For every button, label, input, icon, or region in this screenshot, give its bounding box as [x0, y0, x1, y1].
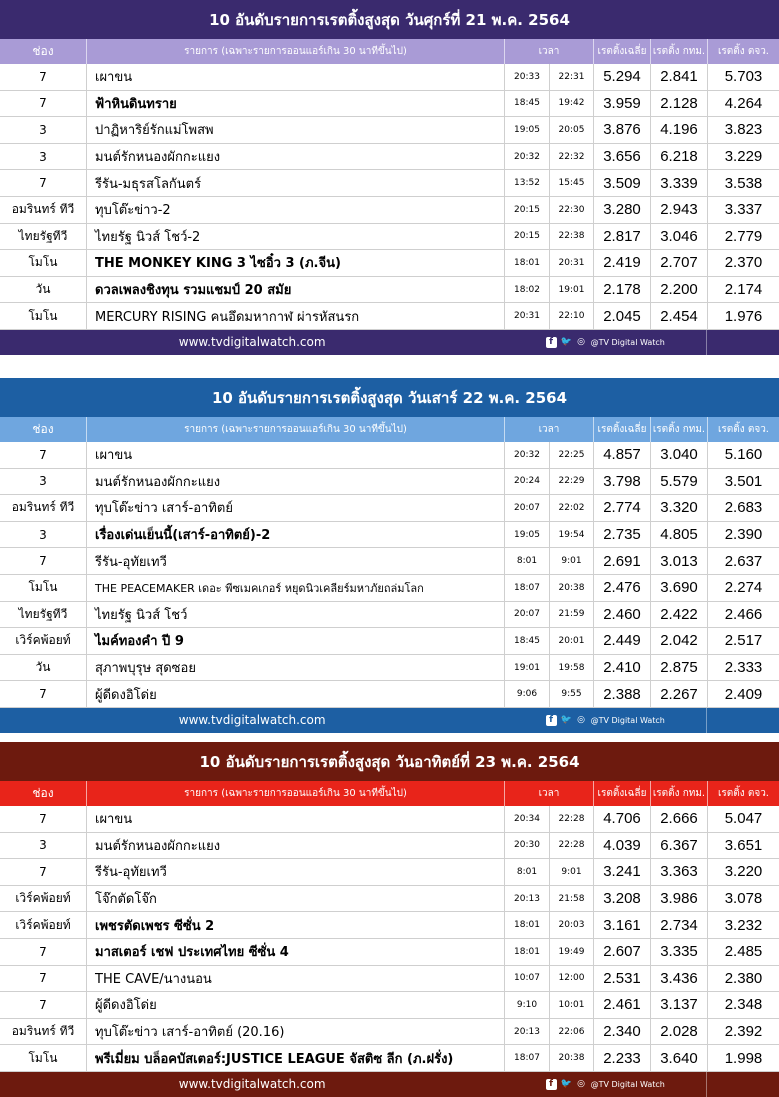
end-time-cell: 9:01	[550, 859, 594, 885]
program-cell: มนต์รักหนองผักกะแยง	[87, 833, 505, 859]
rating-avg-cell: 3.208	[594, 886, 651, 912]
channel-cell: โมโน	[0, 303, 87, 329]
table-row	[0, 628, 779, 655]
header-avg: เรตติ้งเฉลี่ย	[594, 417, 651, 442]
rating-upc-cell: 3.220	[724, 863, 763, 881]
rating-bkk-cell: 2.734	[651, 912, 708, 938]
end-time-cell: 22:30	[550, 197, 594, 223]
program-cell: เผาขน	[87, 806, 505, 832]
channel-cell: 3	[0, 833, 87, 859]
rating-upc-cell: 3.337	[724, 201, 763, 219]
start-time-cell: 8:01	[505, 548, 550, 574]
footer-spacer	[706, 708, 779, 733]
rating-bkk-cell: 3.046	[651, 224, 708, 250]
end-time-cell: 20:03	[550, 912, 594, 938]
channel-cell: เวิร์คพ้อยท์	[0, 912, 87, 938]
rating-bkk-cell: 3.013	[651, 548, 708, 574]
rating-avg-cell: 3.876	[594, 117, 651, 143]
rating-upc-cell: 2.779	[724, 227, 763, 245]
rating-avg-cell: 2.461	[594, 992, 651, 1018]
table-row	[0, 197, 779, 224]
rating-upc-cell: 1.976	[724, 307, 763, 325]
channel-cell: 3	[0, 144, 87, 170]
program-cell: ผู้ดีดงอิโด่ย	[87, 992, 505, 1018]
start-time-cell: 20:34	[505, 806, 550, 832]
rating-bkk-cell: 2.267	[651, 681, 708, 707]
channel-cell: 3	[0, 117, 87, 143]
start-time-cell: 20:13	[505, 886, 550, 912]
ratings-panel-sunday	[0, 742, 779, 1097]
rating-upc-cell: 2.637	[724, 552, 763, 570]
end-time-cell: 19:01	[550, 277, 594, 303]
table-row	[0, 575, 779, 602]
program-cell: มนต์รักหนองผักกะแยง	[87, 469, 505, 495]
end-time-cell: 22:28	[550, 806, 594, 832]
social-links	[504, 708, 706, 733]
end-time-cell: 10:01	[550, 992, 594, 1018]
table-row	[0, 303, 779, 330]
rating-avg-cell: 4.857	[594, 442, 651, 468]
program-cell: โจ๊กตัดโจ๊ก	[87, 886, 505, 912]
social-handle: @TV Digital Watch	[590, 715, 665, 725]
twitter-icon[interactable]: 🐦	[560, 715, 572, 726]
rating-bkk-cell: 3.640	[651, 1045, 708, 1071]
header-time: เวลา	[505, 39, 594, 64]
table-row	[0, 117, 779, 144]
rating-upc-cell: 2.348	[724, 996, 763, 1014]
rating-bkk-cell: 4.805	[651, 522, 708, 548]
header-bkk: เรตติ้ง กทม.	[651, 39, 708, 64]
start-time-cell: 19:05	[505, 117, 550, 143]
start-time-cell: 19:05	[505, 522, 550, 548]
program-cell: ไทยรัฐ นิวส์ โชว์	[87, 602, 505, 628]
rating-avg-cell: 2.460	[594, 602, 651, 628]
header-bkk: เรตติ้ง กทม.	[651, 417, 708, 442]
header-program: รายการ (เฉพาะรายการออนแอร์เกิน 30 นาทีขึ้นไป)	[87, 781, 505, 806]
table-row	[0, 602, 779, 629]
channel-cell: ไทยรัฐทีวี	[0, 602, 87, 628]
end-time-cell: 20:38	[550, 575, 594, 601]
rating-upc-cell: 2.517	[724, 632, 763, 650]
rating-avg-cell: 5.294	[594, 64, 651, 90]
start-time-cell: 19:01	[505, 655, 550, 681]
rating-avg-cell: 2.410	[594, 655, 651, 681]
table-row	[0, 522, 779, 549]
header-channel: ช่อง	[0, 781, 87, 806]
table-row	[0, 64, 779, 91]
table-row	[0, 548, 779, 575]
rating-upc-cell: 3.229	[724, 148, 763, 166]
start-time-cell: 20:32	[505, 442, 550, 468]
rating-avg-cell: 3.280	[594, 197, 651, 223]
rating-upc-cell: 4.264	[724, 94, 763, 112]
table-row	[0, 91, 779, 118]
instagram-icon[interactable]: ◎	[577, 337, 585, 348]
rating-bkk-cell: 4.196	[651, 117, 708, 143]
rating-bkk-cell: 2.875	[651, 655, 708, 681]
end-time-cell: 22:31	[550, 64, 594, 90]
program-cell: ผู้ดีดงอิโด่ย	[87, 681, 505, 707]
header-avg: เรตติ้งเฉลี่ย	[594, 781, 651, 806]
end-time-cell: 20:05	[550, 117, 594, 143]
rating-bkk-cell: 2.841	[651, 64, 708, 90]
start-time-cell: 9:06	[505, 681, 550, 707]
table-row	[0, 939, 779, 966]
start-time-cell: 13:52	[505, 170, 550, 196]
rating-bkk-cell: 6.367	[651, 833, 708, 859]
rating-avg-cell: 2.607	[594, 939, 651, 965]
start-time-cell: 20:30	[505, 833, 550, 859]
table-header	[0, 781, 779, 806]
end-time-cell: 21:59	[550, 602, 594, 628]
rating-bkk-cell: 2.943	[651, 197, 708, 223]
header-bkk: เรตติ้ง กทม.	[651, 781, 708, 806]
header-avg: เรตติ้งเฉลี่ย	[594, 39, 651, 64]
program-cell: เพชรตัดเพชร ซีซั่น 2	[87, 912, 505, 938]
program-cell: THE MONKEY KING 3 ไซอิ๋ว 3 (ภ.จีน)	[87, 250, 505, 276]
rating-upc-cell: 2.409	[724, 685, 763, 703]
end-time-cell: 12:00	[550, 966, 594, 992]
end-time-cell: 20:31	[550, 250, 594, 276]
rating-bkk-cell: 6.218	[651, 144, 708, 170]
rating-avg-cell: 3.798	[594, 469, 651, 495]
twitter-icon[interactable]: 🐦	[560, 337, 572, 348]
ratings-panel-saturday	[0, 378, 779, 733]
table-row	[0, 250, 779, 277]
program-cell: ปาฏิหาริย์รักแม่โพสพ	[87, 117, 505, 143]
table-body	[0, 64, 779, 330]
program-cell: สุภาพบุรุษ สุดซอย	[87, 655, 505, 681]
start-time-cell: 18:45	[505, 91, 550, 117]
channel-cell: วัน	[0, 277, 87, 303]
panel-footer	[0, 708, 779, 733]
end-time-cell: 22:25	[550, 442, 594, 468]
rating-upc-cell: 2.380	[724, 969, 763, 987]
program-cell: พรีเมี่ยม บล็อคบัสเตอร์:JUSTICE LEAGUE จัสติซ ลีก (ภ.ฝรั่ง)	[87, 1045, 505, 1071]
rating-avg-cell: 4.039	[594, 833, 651, 859]
channel-cell: 7	[0, 966, 87, 992]
channel-cell: โมโน	[0, 250, 87, 276]
panel-title: 10 อันดับรายการเรตติ้งสูงสุด วันเสาร์ 22 พ.ค. 2564	[0, 378, 779, 417]
end-time-cell: 22:02	[550, 495, 594, 521]
rating-upc-cell: 3.538	[724, 174, 763, 192]
panel-title: 10 อันดับรายการเรตติ้งสูงสุด วันศุกร์ที่ 21 พ.ค. 2564	[0, 0, 779, 39]
table-body	[0, 442, 779, 708]
website-link[interactable]: www.tvdigitalwatch.com	[178, 335, 326, 350]
start-time-cell: 10:07	[505, 966, 550, 992]
start-time-cell: 20:32	[505, 144, 550, 170]
channel-cell: วัน	[0, 655, 87, 681]
table-row	[0, 224, 779, 251]
facebook-icon[interactable]: f	[546, 1079, 557, 1090]
table-row	[0, 966, 779, 993]
start-time-cell: 20:33	[505, 64, 550, 90]
rating-upc-cell: 3.501	[724, 472, 763, 490]
twitter-icon[interactable]: 🐦	[560, 1079, 572, 1090]
end-time-cell: 22:28	[550, 833, 594, 859]
header-time: เวลา	[505, 417, 594, 442]
channel-cell: โมโน	[0, 1045, 87, 1071]
table-row	[0, 144, 779, 171]
rating-upc-cell: 2.333	[724, 659, 763, 677]
rating-upc-cell: 2.274	[724, 579, 763, 597]
rating-upc-cell: 5.160	[724, 446, 763, 464]
start-time-cell: 20:07	[505, 602, 550, 628]
rating-avg-cell: 3.959	[594, 91, 651, 117]
table-row	[0, 495, 779, 522]
channel-cell: 3	[0, 522, 87, 548]
social-handle: @TV Digital Watch	[590, 1079, 665, 1089]
rating-avg-cell: 2.476	[594, 575, 651, 601]
program-cell: ทุบโต๊ะข่าว เสาร์-อาทิตย์	[87, 495, 505, 521]
rating-avg-cell: 3.656	[594, 144, 651, 170]
rating-upc-cell: 2.485	[724, 943, 763, 961]
end-time-cell: 22:10	[550, 303, 594, 329]
table-row	[0, 170, 779, 197]
table-row	[0, 1019, 779, 1046]
channel-cell: 3	[0, 469, 87, 495]
channel-cell: 7	[0, 681, 87, 707]
start-time-cell: 20:13	[505, 1019, 550, 1045]
rating-bkk-cell: 3.363	[651, 859, 708, 885]
rating-upc-cell: 5.703	[724, 68, 763, 86]
channel-cell: เวิร์คพ้อยท์	[0, 886, 87, 912]
table-row	[0, 912, 779, 939]
program-cell: THE PEACEMAKER เดอะ พีซเมคเกอร์ หยุดนิวเคลียร์มหาภัยถล่มโลก	[87, 575, 505, 601]
end-time-cell: 19:49	[550, 939, 594, 965]
start-time-cell: 18:01	[505, 250, 550, 276]
rating-bkk-cell: 2.454	[651, 303, 708, 329]
rating-bkk-cell: 2.422	[651, 602, 708, 628]
start-time-cell: 20:31	[505, 303, 550, 329]
header-channel: ช่อง	[0, 417, 87, 442]
social-handle: @TV Digital Watch	[590, 337, 665, 347]
rating-bkk-cell: 3.986	[651, 886, 708, 912]
footer-spacer	[706, 1072, 779, 1097]
channel-cell: อมรินทร์ ทีวี	[0, 197, 87, 223]
rating-avg-cell: 2.233	[594, 1045, 651, 1071]
end-time-cell: 19:42	[550, 91, 594, 117]
table-header	[0, 417, 779, 442]
rating-upc-cell: 2.390	[724, 526, 763, 544]
rating-avg-cell: 2.691	[594, 548, 651, 574]
rating-avg-cell: 2.449	[594, 628, 651, 654]
program-cell: รีรัน-อุทัยเทวี	[87, 548, 505, 574]
channel-cell: 7	[0, 939, 87, 965]
start-time-cell: 18:01	[505, 939, 550, 965]
channel-cell: อมรินทร์ ทีวี	[0, 1019, 87, 1045]
program-cell: ดวลเพลงชิงทุน รวมแชมป์ 20 สมัย	[87, 277, 505, 303]
header-program: รายการ (เฉพาะรายการออนแอร์เกิน 30 นาทีขึ้นไป)	[87, 39, 505, 64]
rating-bkk-cell: 2.200	[651, 277, 708, 303]
rating-bkk-cell: 2.707	[651, 250, 708, 276]
table-row	[0, 992, 779, 1019]
rating-avg-cell: 4.706	[594, 806, 651, 832]
end-time-cell: 22:32	[550, 144, 594, 170]
table-row	[0, 859, 779, 886]
table-row	[0, 277, 779, 304]
rating-bkk-cell: 3.436	[651, 966, 708, 992]
rating-upc-cell: 3.232	[724, 916, 763, 934]
panel-footer	[0, 330, 779, 355]
table-body	[0, 806, 779, 1072]
header-channel: ช่อง	[0, 39, 87, 64]
table-row	[0, 442, 779, 469]
program-cell: เผาขน	[87, 64, 505, 90]
rating-avg-cell: 3.509	[594, 170, 651, 196]
start-time-cell: 9:10	[505, 992, 550, 1018]
panel-footer	[0, 1072, 779, 1097]
program-cell: ทุบโต๊ะข่าว เสาร์-อาทิตย์ (20.16)	[87, 1019, 505, 1045]
header-upc: เรตติ้ง ตจว.	[718, 788, 769, 799]
social-links	[504, 1072, 706, 1097]
end-time-cell: 21:58	[550, 886, 594, 912]
start-time-cell: 20:15	[505, 224, 550, 250]
instagram-icon[interactable]: ◎	[577, 715, 585, 726]
facebook-icon[interactable]: f	[546, 337, 557, 348]
channel-cell: 7	[0, 64, 87, 90]
rating-upc-cell: 5.047	[724, 810, 763, 828]
rating-avg-cell: 2.774	[594, 495, 651, 521]
start-time-cell: 18:07	[505, 1045, 550, 1071]
panel-title: 10 อันดับรายการเรตติ้งสูงสุด วันอาทิตย์ที่ 23 พ.ค. 2564	[0, 742, 779, 781]
website-link[interactable]: www.tvdigitalwatch.com	[178, 1077, 326, 1092]
rating-upc-cell: 3.651	[724, 836, 763, 854]
channel-cell: โมโน	[0, 575, 87, 601]
rating-bkk-cell: 5.579	[651, 469, 708, 495]
program-cell: MERCURY RISING คนอึดมหากาฬ ผ่ารหัสนรก	[87, 303, 505, 329]
start-time-cell: 18:02	[505, 277, 550, 303]
rating-upc-cell: 3.078	[724, 890, 763, 908]
facebook-icon[interactable]: f	[546, 715, 557, 726]
end-time-cell: 22:38	[550, 224, 594, 250]
start-time-cell: 20:24	[505, 469, 550, 495]
header-time: เวลา	[505, 781, 594, 806]
start-time-cell: 18:45	[505, 628, 550, 654]
table-row	[0, 806, 779, 833]
rating-upc-cell: 2.683	[724, 499, 763, 517]
rating-bkk-cell: 3.335	[651, 939, 708, 965]
channel-cell: เวิร์คพ้อยท์	[0, 628, 87, 654]
end-time-cell: 19:54	[550, 522, 594, 548]
program-cell: มนต์รักหนองผักกะแยง	[87, 144, 505, 170]
end-time-cell: 9:55	[550, 681, 594, 707]
rating-upc-cell: 2.370	[724, 254, 763, 272]
rating-upc-cell: 1.998	[724, 1049, 763, 1067]
program-cell: เผาขน	[87, 442, 505, 468]
end-time-cell: 9:01	[550, 548, 594, 574]
instagram-icon[interactable]: ◎	[577, 1079, 585, 1090]
rating-bkk-cell: 3.690	[651, 575, 708, 601]
rating-bkk-cell: 2.028	[651, 1019, 708, 1045]
start-time-cell: 20:07	[505, 495, 550, 521]
rating-bkk-cell: 3.320	[651, 495, 708, 521]
table-row	[0, 1045, 779, 1072]
program-cell: รีรัน-อุทัยเทวี	[87, 859, 505, 885]
table-row	[0, 681, 779, 708]
channel-cell: 7	[0, 442, 87, 468]
table-row	[0, 886, 779, 913]
program-cell: เรื่องเด่นเย็นนี้(เสาร์-อาทิตย์)-2	[87, 522, 505, 548]
channel-cell: 7	[0, 548, 87, 574]
table-row	[0, 655, 779, 682]
rating-avg-cell: 2.419	[594, 250, 651, 276]
start-time-cell: 18:07	[505, 575, 550, 601]
rating-bkk-cell: 3.339	[651, 170, 708, 196]
program-cell: รีรัน-มธุรสโลกันตร์	[87, 170, 505, 196]
rating-avg-cell: 2.735	[594, 522, 651, 548]
program-cell: ฟ้าหินดินทราย	[87, 91, 505, 117]
end-time-cell: 22:29	[550, 469, 594, 495]
program-cell: ไมค์ทองคำ ปี 9	[87, 628, 505, 654]
channel-cell: 7	[0, 806, 87, 832]
rating-bkk-cell: 2.666	[651, 806, 708, 832]
program-cell: THE CAVE/นางนอน	[87, 966, 505, 992]
rating-avg-cell: 3.161	[594, 912, 651, 938]
rating-avg-cell: 2.817	[594, 224, 651, 250]
footer-spacer	[706, 330, 779, 355]
rating-bkk-cell: 2.042	[651, 628, 708, 654]
start-time-cell: 18:01	[505, 912, 550, 938]
rating-avg-cell: 2.531	[594, 966, 651, 992]
channel-cell: 7	[0, 91, 87, 117]
rating-avg-cell: 2.045	[594, 303, 651, 329]
start-time-cell: 20:15	[505, 197, 550, 223]
channel-cell: 7	[0, 859, 87, 885]
rating-avg-cell: 2.178	[594, 277, 651, 303]
rating-upc-cell: 2.392	[724, 1023, 763, 1041]
channel-cell: 7	[0, 992, 87, 1018]
end-time-cell: 15:45	[550, 170, 594, 196]
rating-avg-cell: 3.241	[594, 859, 651, 885]
ratings-panel-friday	[0, 0, 779, 355]
rating-bkk-cell: 2.128	[651, 91, 708, 117]
rating-bkk-cell: 3.040	[651, 442, 708, 468]
header-upc: เรตติ้ง ตจว.	[718, 46, 769, 57]
social-links	[504, 330, 706, 355]
program-cell: ทุบโต๊ะข่าว-2	[87, 197, 505, 223]
rating-avg-cell: 2.340	[594, 1019, 651, 1045]
start-time-cell: 8:01	[505, 859, 550, 885]
rating-bkk-cell: 3.137	[651, 992, 708, 1018]
channel-cell: 7	[0, 170, 87, 196]
table-row	[0, 833, 779, 860]
end-time-cell: 20:01	[550, 628, 594, 654]
channel-cell: อมรินทร์ ทีวี	[0, 495, 87, 521]
rating-upc-cell: 2.466	[724, 605, 763, 623]
rating-avg-cell: 2.388	[594, 681, 651, 707]
website-link[interactable]: www.tvdigitalwatch.com	[178, 713, 326, 728]
program-cell: ไทยรัฐ นิวส์ โชว์-2	[87, 224, 505, 250]
end-time-cell: 20:38	[550, 1045, 594, 1071]
table-header	[0, 39, 779, 64]
program-cell: มาสเตอร์ เชฟ ประเทศไทย ซีซั่น 4	[87, 939, 505, 965]
table-row	[0, 469, 779, 496]
header-upc: เรตติ้ง ตจว.	[718, 424, 769, 435]
rating-upc-cell: 2.174	[724, 281, 763, 299]
end-time-cell: 22:06	[550, 1019, 594, 1045]
header-program: รายการ (เฉพาะรายการออนแอร์เกิน 30 นาทีขึ้นไป)	[87, 417, 505, 442]
end-time-cell: 19:58	[550, 655, 594, 681]
rating-upc-cell: 3.823	[724, 121, 763, 139]
channel-cell: ไทยรัฐทีวี	[0, 224, 87, 250]
